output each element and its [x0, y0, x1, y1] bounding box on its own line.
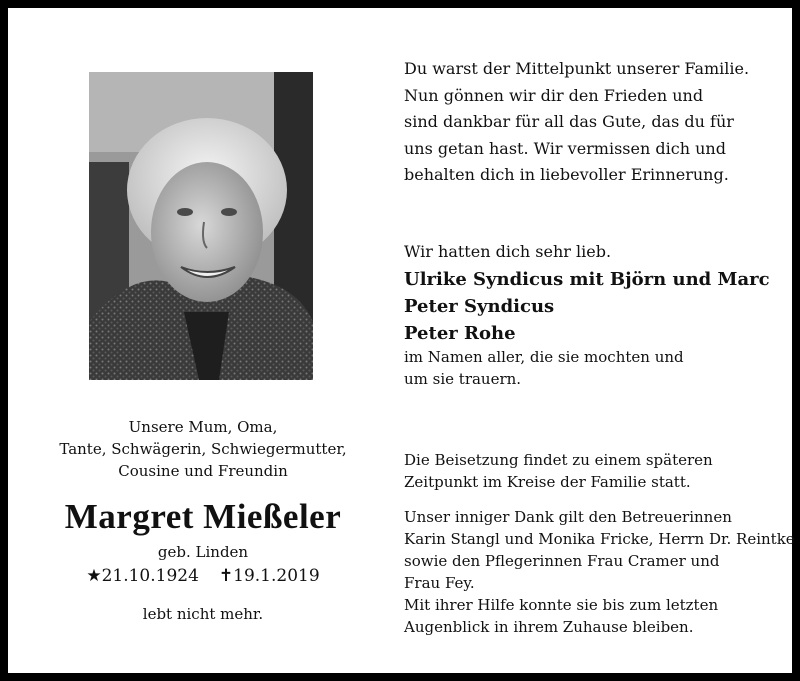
thanks-line: Mit ihrer Hilfe konnte sie bis zum letzten — [404, 596, 719, 614]
family-names — [404, 266, 784, 347]
ending-text: lebt nicht mehr. — [142, 605, 264, 623]
loved-text: Wir hatten dich sehr lieb. — [404, 242, 612, 261]
poem-line: behalten dich in liebevoller Erinnerung. — [404, 165, 729, 184]
poem-line: Nun gönnen wir dir den Frieden und — [404, 85, 704, 105]
death-date: ✝19.1.2019 — [218, 566, 320, 586]
portrait-photo — [89, 72, 313, 380]
thanks-block — [404, 506, 795, 638]
thanks-line: sowie den Pflegerinnen Frau Cramer und — [404, 552, 720, 570]
poem-line: uns getan hast. Wir vermissen dich und — [404, 138, 726, 158]
intro-line: Unsere Mum, Oma, — [128, 418, 278, 436]
born-name: geb. Linden — [157, 543, 249, 561]
poem-line: Du warst der Mittelpunkt unserer Familie. — [404, 59, 750, 78]
closing-line: um sie trauern. — [404, 370, 522, 388]
family-member: Ulrike Syndicus mit Björn und Marc — [404, 269, 770, 290]
intro-block — [48, 416, 358, 482]
deceased-name: Margret Mießeler — [64, 497, 342, 536]
poem-line: sind dankbar für all das Gute, das du für — [404, 112, 734, 131]
family-member: Peter Rohe — [404, 323, 516, 344]
funeral-line: Zeitpunkt im Kreise der Familie statt. — [404, 473, 691, 491]
intro-line: Tante, Schwägerin, Schwiegermutter, — [59, 440, 347, 458]
poem-block — [404, 56, 784, 189]
closing-block — [404, 346, 784, 390]
birth-date: ★21.10.1924 — [86, 566, 199, 586]
thanks-line: Augenblick in ihrem Zuhause bleiben. — [404, 618, 694, 636]
funeral-line: Die Beisetzung findet zu einem späteren — [404, 451, 713, 469]
thanks-line: Unser inniger Dank gilt den Betreuerinnen — [404, 508, 732, 526]
family-member: Peter Syndicus — [404, 296, 555, 317]
intro-line: Cousine und Freundin — [118, 462, 288, 480]
closing-line: im Namen aller, die sie mochten und — [404, 348, 684, 366]
funeral-notice — [404, 449, 784, 493]
life-dates — [48, 565, 358, 587]
thanks-line: Frau Fey. — [404, 574, 475, 592]
thanks-line: Karin Stangl und Monika Fricke, Herrn Dr. Reintke — [404, 530, 795, 548]
